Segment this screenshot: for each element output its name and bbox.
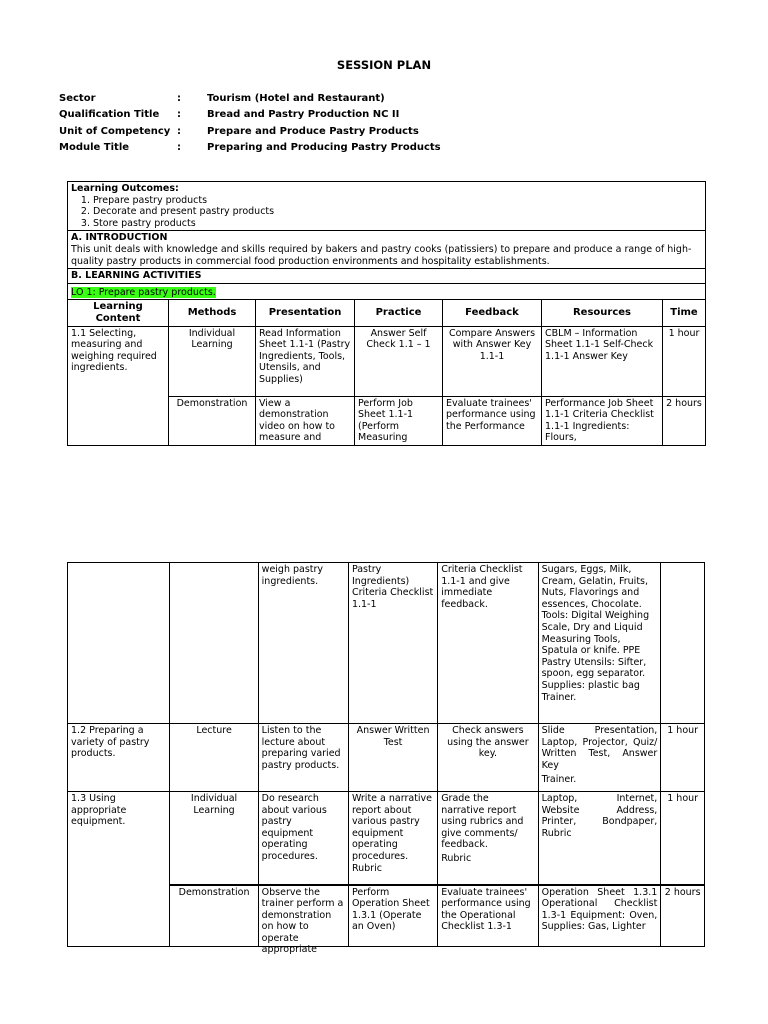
list-item: 3. Store pastry products [93, 218, 702, 230]
resources-cell: Sugars, Eggs, Milk, Cream, Gelatin, Fruits, Nuts, Flavorings and essences, Chocolate. Tools: Digital Weighing Scale, Dry and Liquid Measuring Tools, Spatula or knife. PPE Pastry Utensils: Sifter, spoon, egg separator. Supplies: plastic bag Trainer. [538, 563, 661, 724]
time-cell: 2 hours [661, 885, 705, 947]
meta-colon: : [177, 109, 181, 121]
meta-colon: : [177, 125, 181, 137]
presentation-cell: Read Information Sheet 1.1-1 (Pastry Ingredients, Tools, Utensils, and Supplies) [256, 326, 355, 396]
meta-colon: : [177, 142, 181, 154]
column-header: Time [663, 300, 706, 326]
presentation-cell: weigh pastry ingredients. [258, 563, 348, 724]
practice-cell: Pastry Ingredients) Criteria Checklist 1.1-1 [348, 563, 437, 724]
practice-cell [348, 885, 437, 947]
table-row [68, 326, 706, 396]
learning-content-cell [68, 563, 170, 724]
resources-cell [538, 724, 661, 792]
presentation-cell [256, 396, 355, 445]
meta-label: Qualification Title [59, 109, 160, 121]
feedback-cell [438, 885, 538, 947]
introduction-cell [68, 231, 706, 269]
feedback-rubric: Rubric [441, 852, 472, 864]
table-row [68, 724, 705, 792]
session-plan-table-continued [67, 562, 705, 956]
table-header-row [68, 300, 706, 326]
introduction-heading: A. INTRODUCTION [71, 232, 168, 244]
resources-text: Slide Presentation, Laptop, Projector, Quiz/ Written Test, Answer Key [541, 725, 658, 771]
feedback-cell: Compare Answers with Answer Key 1.1-1 [443, 326, 542, 396]
learning-outcomes-list [71, 195, 702, 230]
practice-text: Perform Job Sheet 1.1-1 (Perform Measuring [358, 397, 414, 444]
time-cell [661, 563, 705, 724]
meta-value: Preparing and Producing Pastry Products [207, 142, 441, 154]
presentation-cell: Listen to the lecture about preparing varied pastry products. [258, 724, 348, 792]
column-header: Methods [169, 300, 256, 326]
column-header: Learning Content [68, 300, 169, 326]
column-header: Presentation [256, 300, 355, 326]
method-cell: Lecture [170, 724, 258, 792]
resources-cell [538, 885, 661, 947]
meta-label: Module Title [59, 142, 130, 154]
presentation-cell: Do research about various pastry equipment operating procedures. [258, 792, 348, 885]
meta-colon: : [177, 93, 181, 104]
practice-cell [355, 396, 443, 445]
learning-outcomes-cell [68, 182, 706, 231]
method-cell: Demonstration [169, 396, 256, 445]
resources-text: Performance Job Sheet 1.1-1 Criteria Checklist 1.1-1 Ingredients: Flours, [545, 397, 654, 444]
meta-row-unit [59, 124, 659, 140]
column-header: Resources [542, 300, 663, 326]
method-cell [170, 563, 258, 724]
presentation-cell [258, 885, 348, 956]
meta-row-sector [59, 91, 659, 107]
meta-label: Sector [59, 93, 96, 104]
meta-row-qualification [59, 107, 659, 123]
time-cell: 1 hour [661, 792, 705, 885]
list-item: 2. Decorate and present pastry products [93, 206, 702, 218]
time-cell: 2 hours [663, 396, 706, 445]
meta-value: Bread and Pastry Production NC II [207, 109, 400, 121]
method-cell: Individual Learning [170, 792, 258, 885]
feedback-cell: Check answers using the answer key. [438, 724, 538, 792]
introduction-text: This unit deals with knowledge and skills required by bakers and pastry cooks (patissiers) to prepare and produce a range of high-quality pastry products in commercial food production environments and hospitality establishments. [71, 243, 692, 267]
practice-text: Perform Operation Sheet 1.3.1 (Operate an Oven) [351, 886, 430, 933]
feedback-text: Evaluate trainees' performance using the Operational Checklist 1.3-1 [441, 886, 531, 933]
time-cell: 1 hour [663, 326, 706, 396]
feedback-cell: Criteria Checklist 1.1-1 and give immediate feedback. [438, 563, 538, 724]
resources-cell: CBLM – Information Sheet 1.1-1 Self-Check 1.1-1 Answer Key [542, 326, 663, 396]
presentation-text: View a demonstration video on how to measure and [259, 397, 335, 444]
meta-label: Unit of Competency [59, 125, 171, 137]
practice-cell: Answer Written Test [348, 724, 437, 792]
meta-row-module [59, 140, 659, 156]
learning-outcomes-heading: Learning Outcomes: [71, 183, 179, 194]
method-cell: Individual Learning [169, 326, 256, 396]
feedback-text: Evaluate trainees' performance using the Performance [446, 397, 536, 432]
practice-cell: Answer Self Check 1.1 – 1 [355, 326, 443, 396]
practice-cell: Write a narrative report about various pastry equipment operating procedures. Rubric [348, 792, 437, 885]
learning-content-cell: 1.3 Using appropriate equipment. [68, 792, 170, 947]
resources-text: Operation Sheet 1.3.1 Operational Checklist 1.3-1 Equipment: Oven, Supplies: Gas, Lighter [541, 886, 658, 933]
meta-value: Prepare and Produce Pastry Products [207, 125, 419, 137]
list-item: 1. Prepare pastry products [93, 195, 702, 207]
lo1-cell [68, 283, 706, 300]
meta-value: Tourism (Hotel and Restaurant) [207, 93, 385, 104]
resources-cell: Laptop, Internet, Website Address, Printer, Bondpaper, Rubric [538, 792, 661, 885]
session-plan-table [67, 181, 706, 446]
resources-trainer: Trainer. [541, 774, 577, 786]
table-row [68, 792, 705, 885]
table-row [68, 563, 705, 724]
time-cell: 1 hour [661, 724, 705, 792]
resources-cell [542, 396, 663, 445]
page-title: SESSION PLAN [336, 58, 432, 72]
column-header: Feedback [443, 300, 542, 326]
feedback-text: Grade the narrative report using rubrics and give comments/ feedback. [441, 793, 524, 851]
activities-heading: B. LEARNING ACTIVITIES [68, 269, 706, 284]
feedback-cell [438, 792, 538, 885]
learning-content-cell: 1.1 Selecting, measuring and weighing required ingredients. [68, 326, 169, 445]
column-header: Practice [355, 300, 443, 326]
presentation-text: Observe the trainer perform a demonstration on how to operate appropriate [261, 886, 344, 956]
method-cell: Demonstration [170, 885, 258, 947]
learning-content-cell: 1.2 Preparing a variety of pastry products. [68, 724, 170, 792]
feedback-cell [443, 396, 542, 445]
lo1-label: LO 1: Prepare pastry products. [71, 286, 216, 298]
